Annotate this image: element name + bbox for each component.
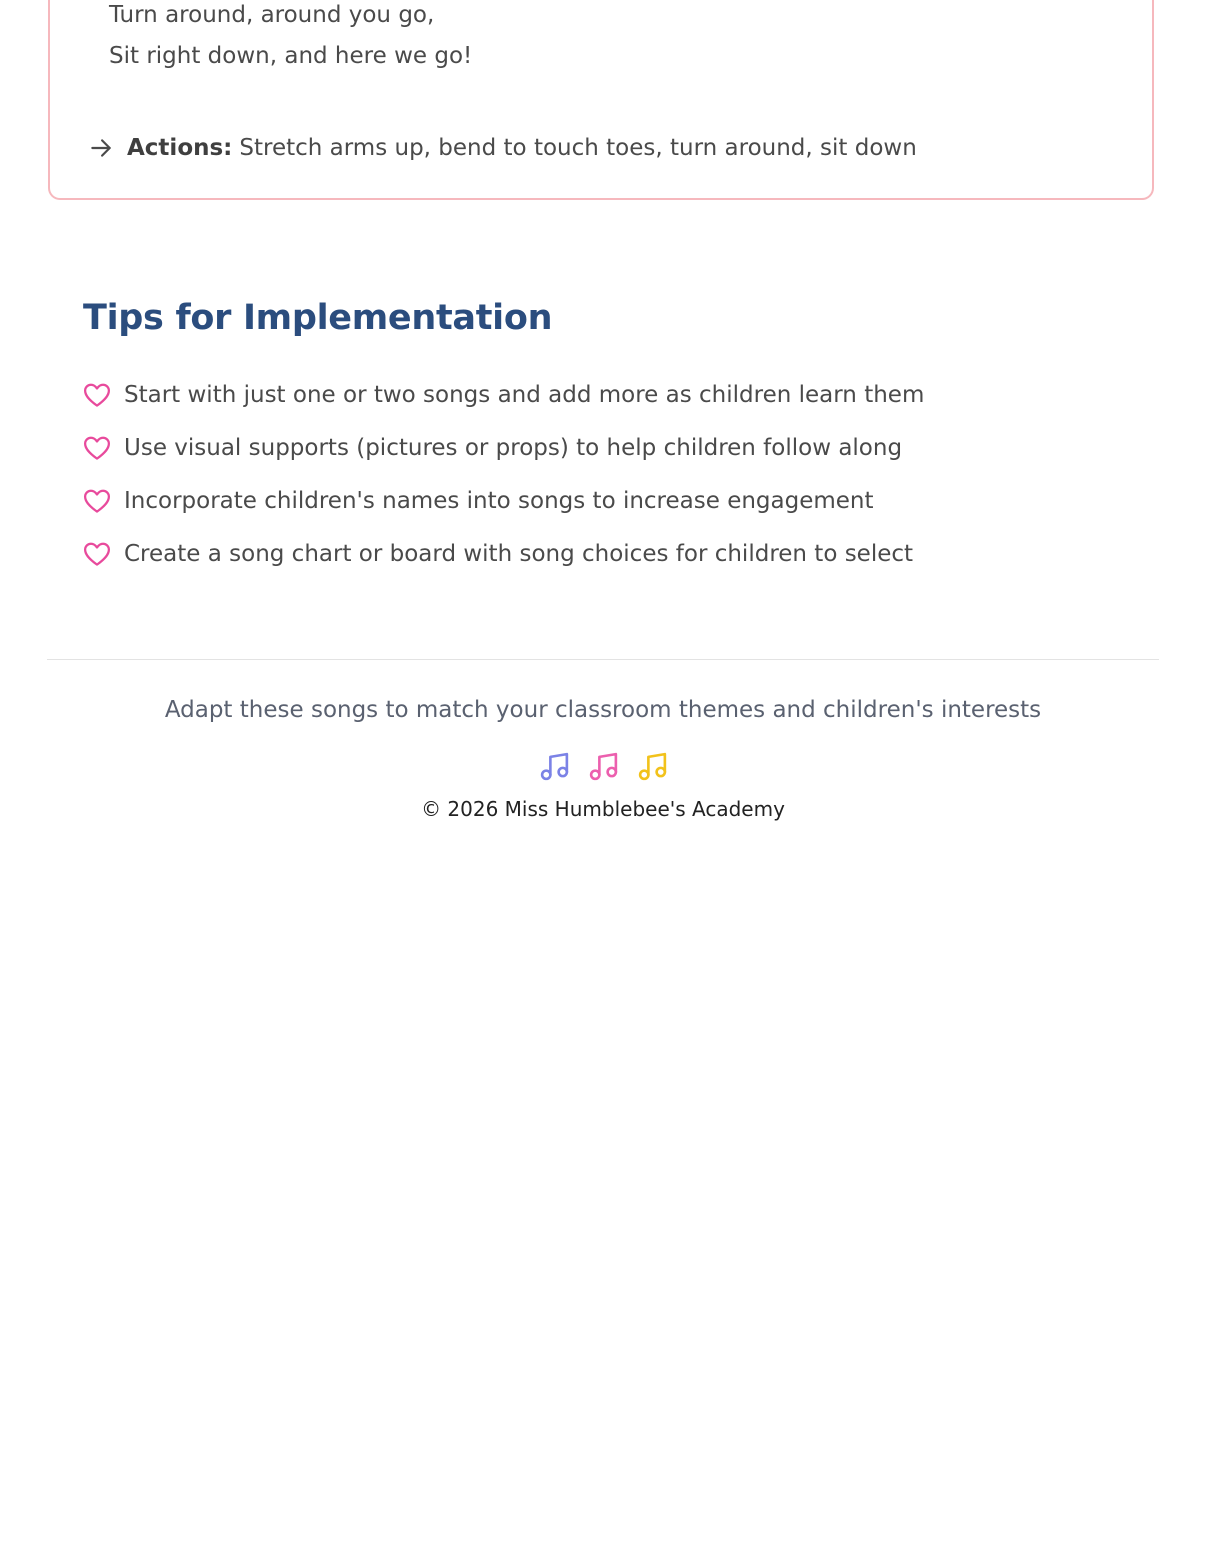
- actions-label: Actions:: [127, 135, 233, 161]
- music-note-icon: [587, 749, 620, 784]
- actions-text: Stretch arms up, bend to touch toes, turn around, sit down: [239, 135, 917, 161]
- footer-divider: [47, 659, 1159, 660]
- heart-icon: [82, 539, 112, 569]
- tips-heading: Tips for Implementation: [83, 298, 553, 338]
- tips-list: [82, 368, 924, 580]
- footer-note: Adapt these songs to match your classroom themes and children's interests: [164, 697, 1042, 723]
- tip-text: Incorporate children's names into songs to increase engagement: [124, 487, 874, 514]
- list-item: [82, 527, 924, 580]
- heart-icon: [82, 486, 112, 516]
- list-item: [82, 421, 924, 474]
- tip-text: Use visual supports (pictures or props) to help children follow along: [124, 434, 903, 461]
- heart-icon: [82, 433, 112, 463]
- lyric-line: Turn around, around you go,: [109, 2, 435, 28]
- actions-row: [88, 131, 917, 165]
- lyric-line: Sit right down, and here we go!: [109, 43, 473, 69]
- song-card: [48, 0, 1154, 200]
- music-notes-row: [0, 749, 1206, 784]
- tip-text: Create a song chart or board with song choices for children to select: [124, 540, 914, 567]
- list-item: [82, 368, 924, 421]
- arrow-right-icon: [88, 135, 114, 161]
- copyright-text: © 2026 Miss Humblebee's Academy: [421, 797, 785, 821]
- music-note-icon: [538, 749, 571, 784]
- heart-icon: [82, 380, 112, 410]
- tip-text: Start with just one or two songs and add more as children learn them: [124, 381, 925, 408]
- music-note-icon: [636, 749, 669, 784]
- list-item: [82, 474, 924, 527]
